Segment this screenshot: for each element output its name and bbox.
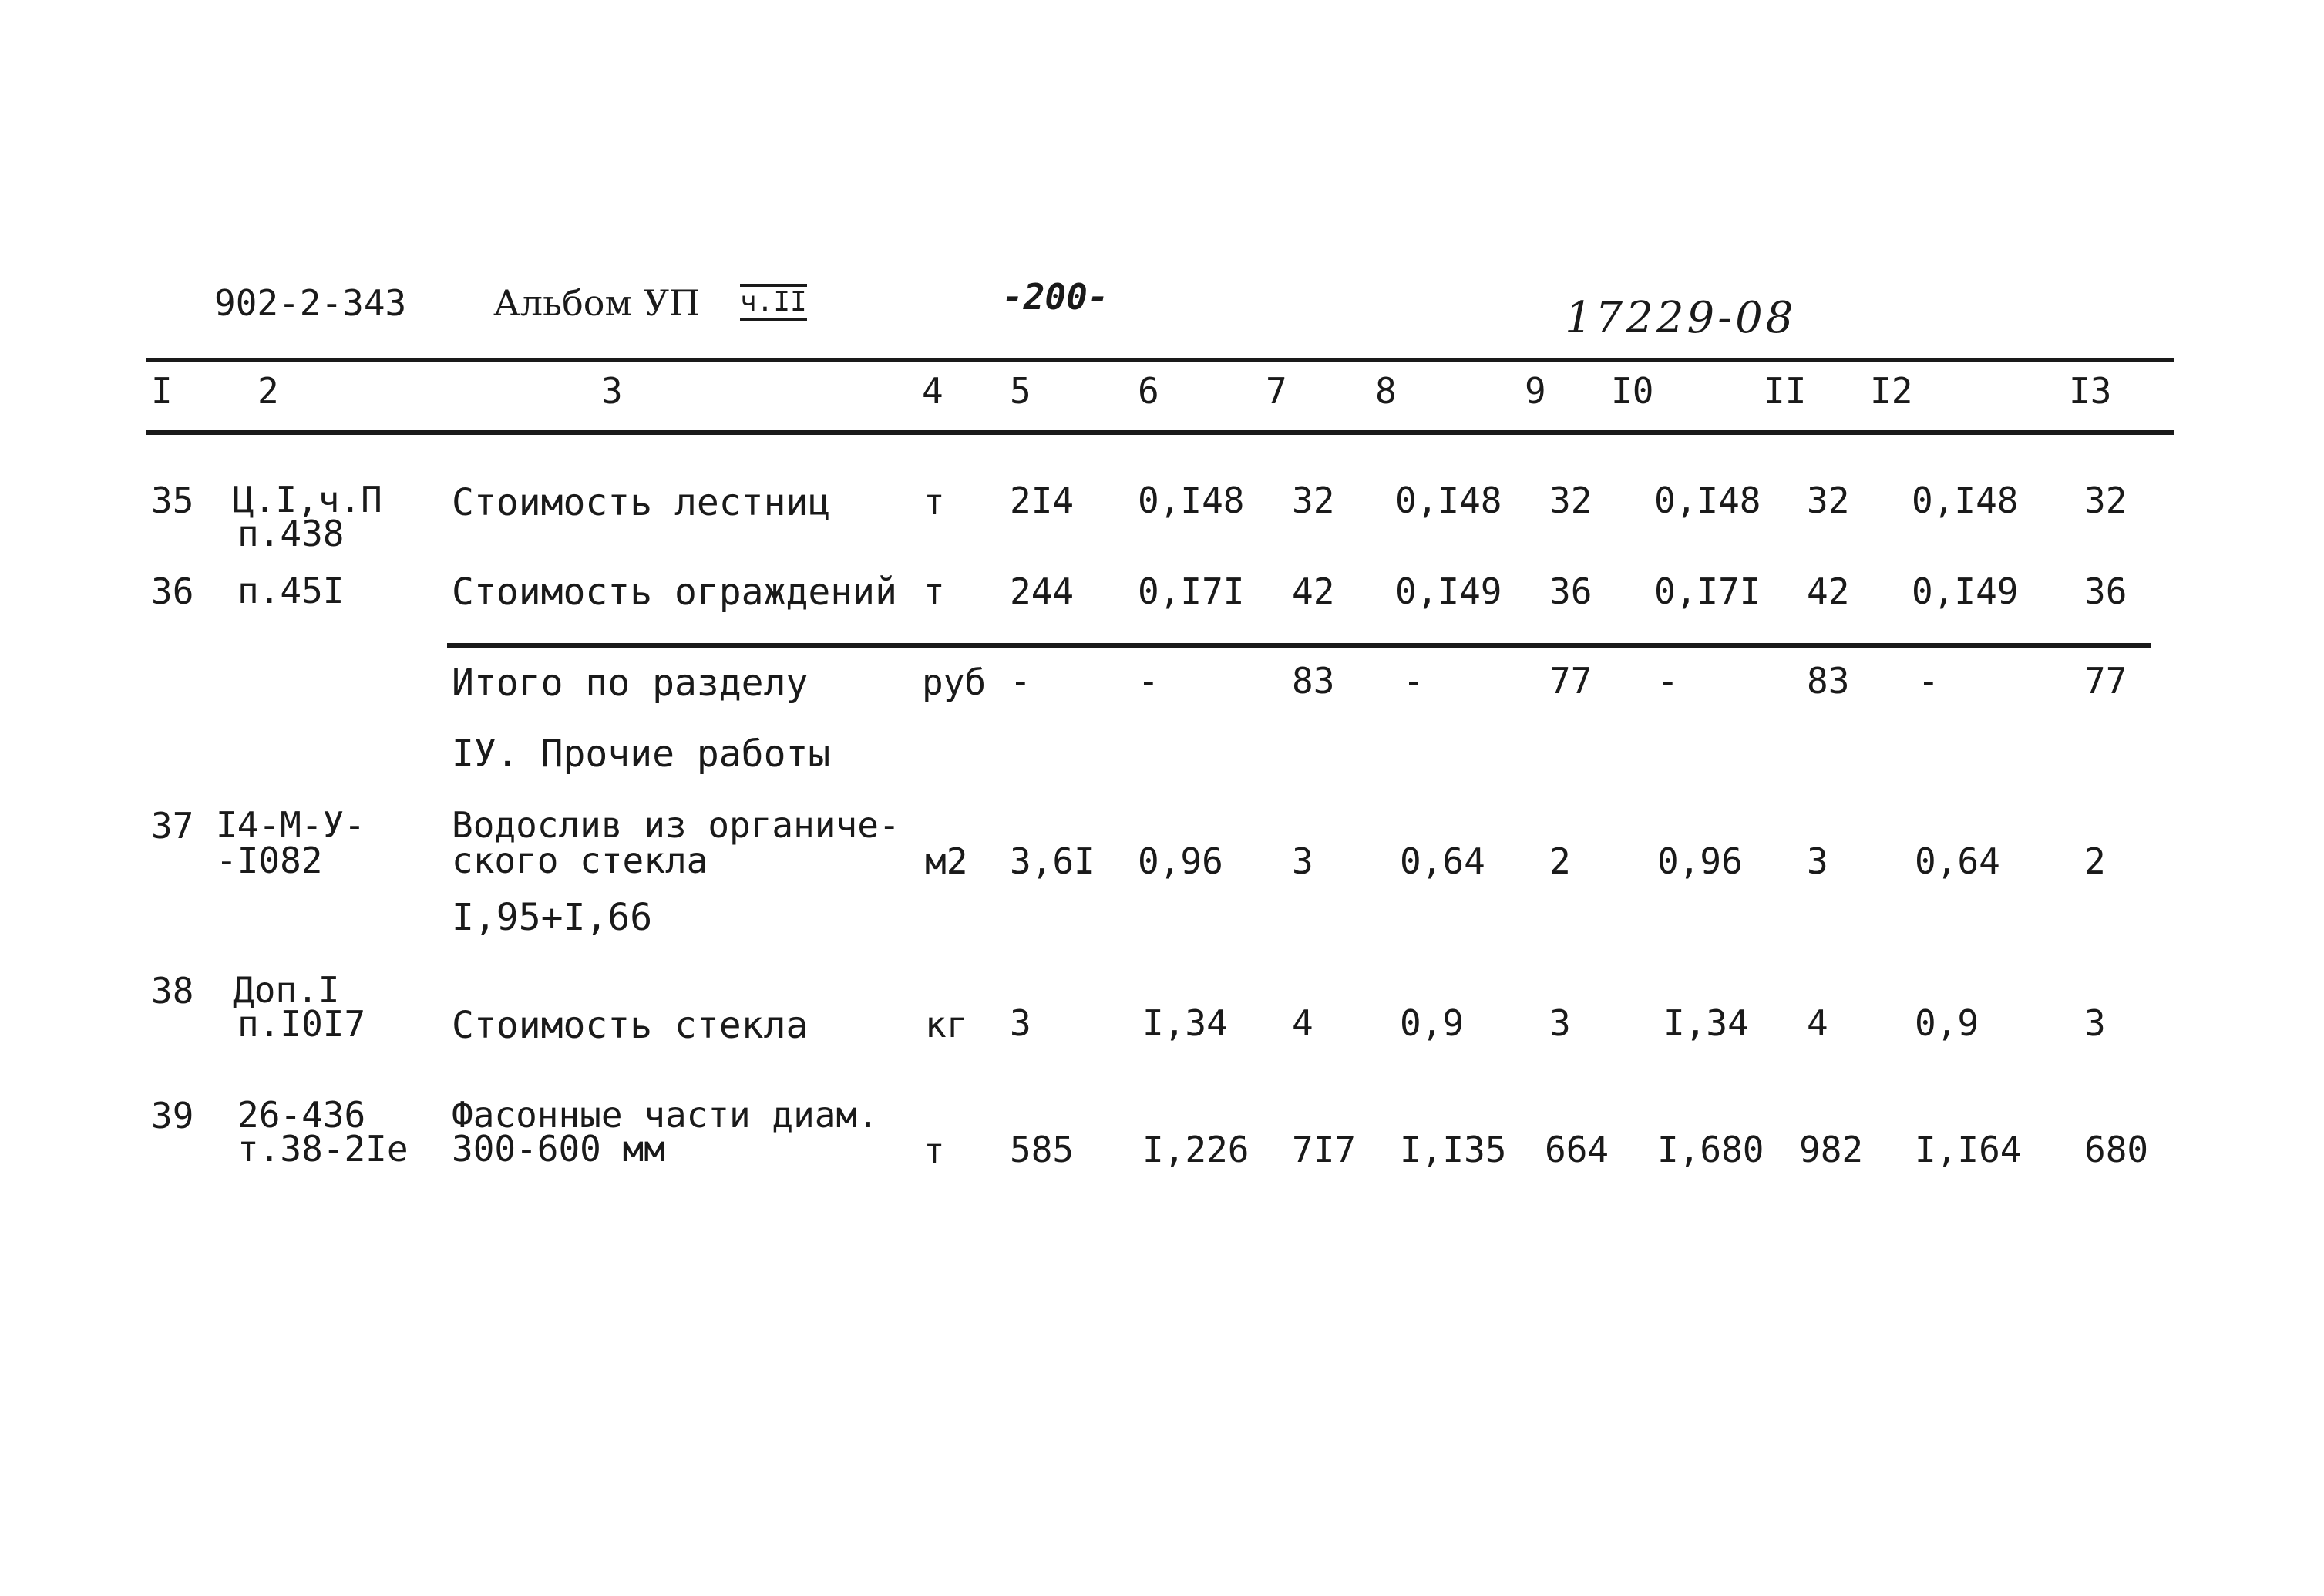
row-reference: п.45I — [237, 570, 345, 611]
part-label: ч.II — [740, 284, 807, 321]
subtotal-label: Итого по разделу — [452, 662, 809, 705]
col10-value: 0,96 — [1657, 840, 1743, 882]
col7-value: 83 — [1292, 660, 1335, 702]
row-number: 39 — [151, 1095, 194, 1136]
row-number: 35 — [151, 480, 194, 521]
section-heading: IУ. Прочие работы — [452, 732, 831, 776]
col-header-2: 2 — [257, 370, 279, 412]
col-header-5: 5 — [1010, 370, 1031, 412]
row-reference: 26-436 — [237, 1094, 366, 1136]
col7-value: 4 — [1292, 1002, 1313, 1044]
col11-value: 32 — [1807, 480, 1850, 521]
col13-value: 32 — [2084, 480, 2127, 521]
row-reference: п.I0I7 — [237, 1003, 366, 1045]
col-header-4: 4 — [922, 370, 943, 412]
col8-value: 0,I49 — [1395, 571, 1502, 612]
col8-value: 0,9 — [1400, 1002, 1465, 1044]
col7-value: 32 — [1292, 480, 1335, 521]
row-name: ского стекла — [452, 840, 708, 881]
col9-value: 32 — [1549, 480, 1592, 521]
col8-value: - — [1403, 660, 1424, 702]
col5-value: 2I4 — [1010, 480, 1075, 521]
col-header-10: I0 — [1611, 370, 1654, 412]
col8-value: 0,I48 — [1395, 480, 1502, 521]
col11-value: 982 — [1799, 1129, 1864, 1170]
handwritten-number: 17229-08 — [1565, 293, 1797, 343]
col6-value: I,34 — [1142, 1002, 1228, 1044]
col5-value: 244 — [1010, 571, 1075, 612]
col6-value: I,226 — [1142, 1129, 1249, 1170]
album-label: Альбом УП — [493, 282, 701, 324]
col13-value: 36 — [2084, 571, 2127, 612]
col6-value: 0,96 — [1138, 840, 1223, 882]
col12-value: - — [1918, 660, 1939, 702]
col-header-11: II — [1764, 370, 1807, 412]
col12-value: 0,I48 — [1912, 480, 2019, 521]
col6-value: - — [1138, 660, 1159, 702]
row-unit: т — [923, 481, 945, 523]
row-formula: I,95+I,66 — [452, 896, 653, 939]
row-number: 36 — [151, 571, 194, 612]
col6-value: 0,I48 — [1138, 480, 1245, 521]
subtotal-rule — [447, 643, 2151, 648]
col-header-9: 9 — [1525, 370, 1546, 412]
col9-value: 3 — [1549, 1002, 1571, 1044]
col9-value: 664 — [1545, 1129, 1609, 1170]
col10-value: - — [1657, 660, 1679, 702]
row-unit: т — [923, 571, 945, 612]
col13-value: 680 — [2084, 1129, 2149, 1170]
col-header-3: 3 — [601, 370, 623, 412]
row-name: Водослив из органиче- — [452, 804, 900, 846]
col-header-6: 6 — [1138, 370, 1159, 412]
col10-value: 0,I48 — [1654, 480, 1761, 521]
row-unit: кг — [925, 1004, 968, 1045]
col7-value: 3 — [1292, 840, 1313, 882]
row-number: 37 — [151, 805, 194, 847]
col13-value: 2 — [2084, 840, 2106, 882]
col11-value: 83 — [1807, 660, 1850, 702]
row-name: 300-600 мм — [452, 1128, 665, 1170]
col11-value: 3 — [1807, 840, 1828, 882]
row-number: 38 — [151, 970, 194, 1012]
row-unit: м2 — [925, 840, 968, 882]
page-number: -200- — [1002, 276, 1109, 318]
col13-value: 3 — [2084, 1002, 2106, 1044]
row-reference: Доп.I — [233, 969, 340, 1011]
col12-value: I,I64 — [1915, 1129, 2022, 1170]
document-code: 902-2-343 — [214, 282, 407, 324]
row-unit: руб — [922, 662, 987, 703]
col-header-7: 7 — [1266, 370, 1287, 412]
col9-value: 77 — [1549, 660, 1592, 702]
row-reference: Ц.I,ч.П — [233, 479, 382, 520]
col7-value: 7I7 — [1292, 1129, 1357, 1170]
col8-value: 0,64 — [1400, 840, 1485, 882]
row-unit: т — [923, 1130, 945, 1172]
col7-value: 42 — [1292, 571, 1335, 612]
col11-value: 4 — [1807, 1002, 1828, 1044]
col9-value: 36 — [1549, 571, 1592, 612]
row-name: Фасонные части диам. — [452, 1094, 879, 1136]
row-name: Стоимость ограждений — [452, 571, 897, 614]
col12-value: 0,I49 — [1912, 571, 2019, 612]
col5-value: 3,6I — [1010, 840, 1095, 882]
table-header-bottom-rule — [146, 430, 2174, 435]
row-reference: -I082 — [216, 840, 323, 881]
table-top-rule — [146, 358, 2174, 362]
col10-value: I,34 — [1663, 1002, 1749, 1044]
col5-value: 3 — [1010, 1002, 1031, 1044]
col5-value: - — [1010, 660, 1031, 702]
col5-value: 585 — [1010, 1129, 1075, 1170]
row-reference: т.38-2Iе — [237, 1128, 409, 1170]
row-reference: п.438 — [237, 513, 345, 554]
col-header-13: I3 — [2069, 370, 2112, 412]
col10-value: 0,I7I — [1654, 571, 1761, 612]
col6-value: 0,I7I — [1138, 571, 1245, 612]
row-reference: I4-М-У- — [216, 804, 365, 846]
col8-value: I,I35 — [1400, 1129, 1507, 1170]
col11-value: 42 — [1807, 571, 1850, 612]
row-name: Стоимость стекла — [452, 1004, 809, 1047]
row-name: Стоимость лестниц — [452, 481, 831, 524]
col-header-8: 8 — [1375, 370, 1397, 412]
col9-value: 2 — [1549, 840, 1571, 882]
col12-value: 0,64 — [1915, 840, 2000, 882]
col-header-1: I — [151, 370, 173, 412]
col10-value: I,680 — [1657, 1129, 1764, 1170]
col13-value: 77 — [2084, 660, 2127, 702]
col12-value: 0,9 — [1915, 1002, 1979, 1044]
col-header-12: I2 — [1870, 370, 1913, 412]
